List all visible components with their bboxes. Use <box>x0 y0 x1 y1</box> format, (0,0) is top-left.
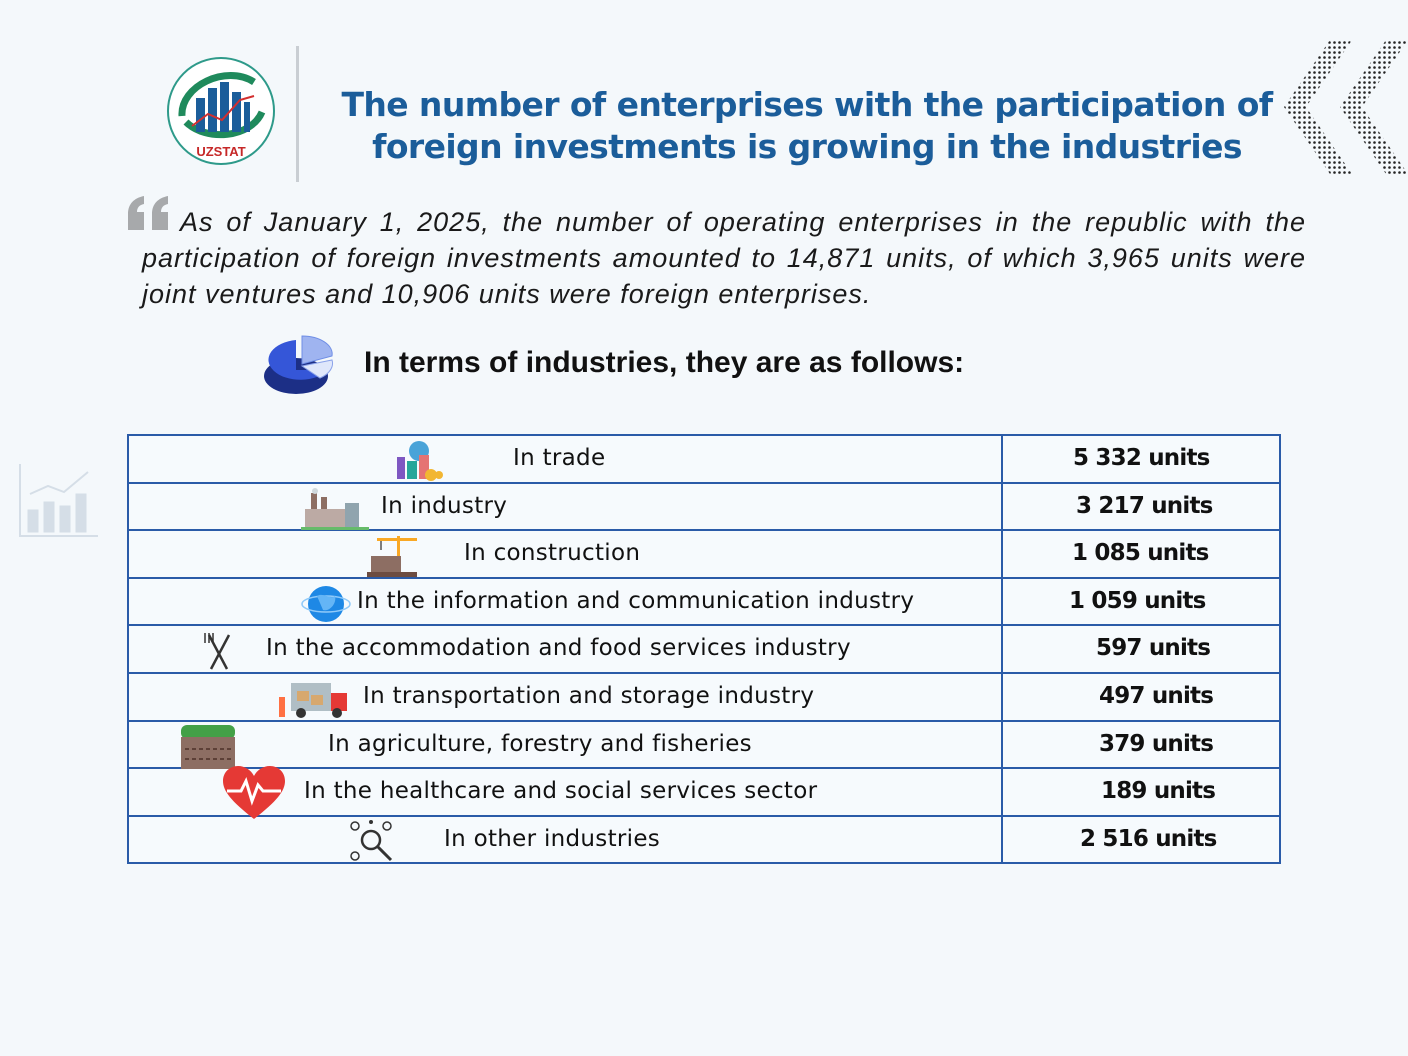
industry-value: 3 217 units <box>1076 492 1213 519</box>
industry-value: 1 059 units <box>1069 587 1206 614</box>
factory-icon <box>301 487 369 531</box>
table-row <box>128 816 1280 864</box>
industry-label: In construction <box>464 540 641 567</box>
industry-value-cell <box>1002 721 1280 769</box>
industry-value-cell <box>1002 816 1280 864</box>
industry-value-cell <box>1002 578 1280 626</box>
table-row <box>128 721 1280 769</box>
industry-value: 597 units <box>1096 635 1211 662</box>
chevron-decoration-icon <box>1282 40 1408 174</box>
industry-label-cell <box>128 816 1002 864</box>
bar-chart-icon <box>18 464 100 540</box>
industry-value-cell <box>1002 530 1280 578</box>
industry-label: In agriculture, forestry and fisheries <box>328 730 752 757</box>
section-subtitle: In terms of industries, they are as follows: <box>364 346 965 379</box>
intro-text: As of January 1, 2025, the number of operating enterprises in the republic with the participation of foreign investments amounted to 14,871 units, of which 3,965 units were joint ventures and 10,906 units were foreign enterprises. <box>142 207 1306 309</box>
industry-value: 1 085 units <box>1072 540 1209 567</box>
industry-value: 5 332 units <box>1073 445 1210 471</box>
industry-label-cell <box>128 721 1002 769</box>
industry-value-cell <box>1002 625 1280 673</box>
industry-value: 2 516 units <box>1080 825 1217 852</box>
industry-label-cell <box>128 673 1002 721</box>
industry-value: 497 units <box>1099 682 1214 709</box>
industry-label: In the healthcare and social services sector <box>304 778 818 805</box>
industry-label: In other industries <box>444 825 661 852</box>
page-title: The number of enterprises with the participation of foreign investments is growing in the industries <box>341 85 1273 166</box>
industry-value: 189 units <box>1101 778 1216 805</box>
table-row <box>128 578 1280 626</box>
crane-icon <box>367 534 417 578</box>
table-row <box>128 673 1280 721</box>
truck-icon <box>277 677 351 721</box>
table-row <box>128 530 1280 578</box>
industry-label: In transportation and storage industry <box>363 682 815 709</box>
industry-label: In industry <box>381 492 508 519</box>
industry-label-cell <box>128 625 1002 673</box>
uzstat-logo <box>166 56 276 166</box>
fork-knife-icon <box>199 629 239 673</box>
industry-value-cell <box>1002 673 1280 721</box>
industry-label: In the accommodation and food services industry <box>266 635 851 662</box>
industry-label: In trade <box>513 445 606 471</box>
heart-pulse-icon <box>221 765 287 821</box>
industry-label-cell <box>128 435 1002 483</box>
table-row <box>128 768 1280 816</box>
industry-label: In the information and communication industry <box>357 587 915 614</box>
globe-icon <box>301 582 351 626</box>
industry-value: 379 units <box>1099 730 1214 757</box>
logo-text: UZSTAT <box>196 144 246 159</box>
header-divider <box>296 46 299 182</box>
industry-label-cell <box>128 483 1002 531</box>
industry-label-cell <box>128 530 1002 578</box>
industry-value-cell <box>1002 483 1280 531</box>
trade-icon <box>393 439 443 483</box>
network-search-icon <box>347 820 397 864</box>
table-row <box>128 483 1280 531</box>
industries-table <box>127 434 1281 864</box>
industry-label-cell <box>128 768 1002 816</box>
pie-chart-icon <box>262 334 334 398</box>
table-row <box>128 625 1280 673</box>
industry-label-cell <box>128 578 1002 626</box>
table-row <box>128 435 1280 483</box>
soil-icon <box>181 725 235 769</box>
industry-value-cell <box>1002 768 1280 816</box>
industry-value-cell <box>1002 435 1280 483</box>
